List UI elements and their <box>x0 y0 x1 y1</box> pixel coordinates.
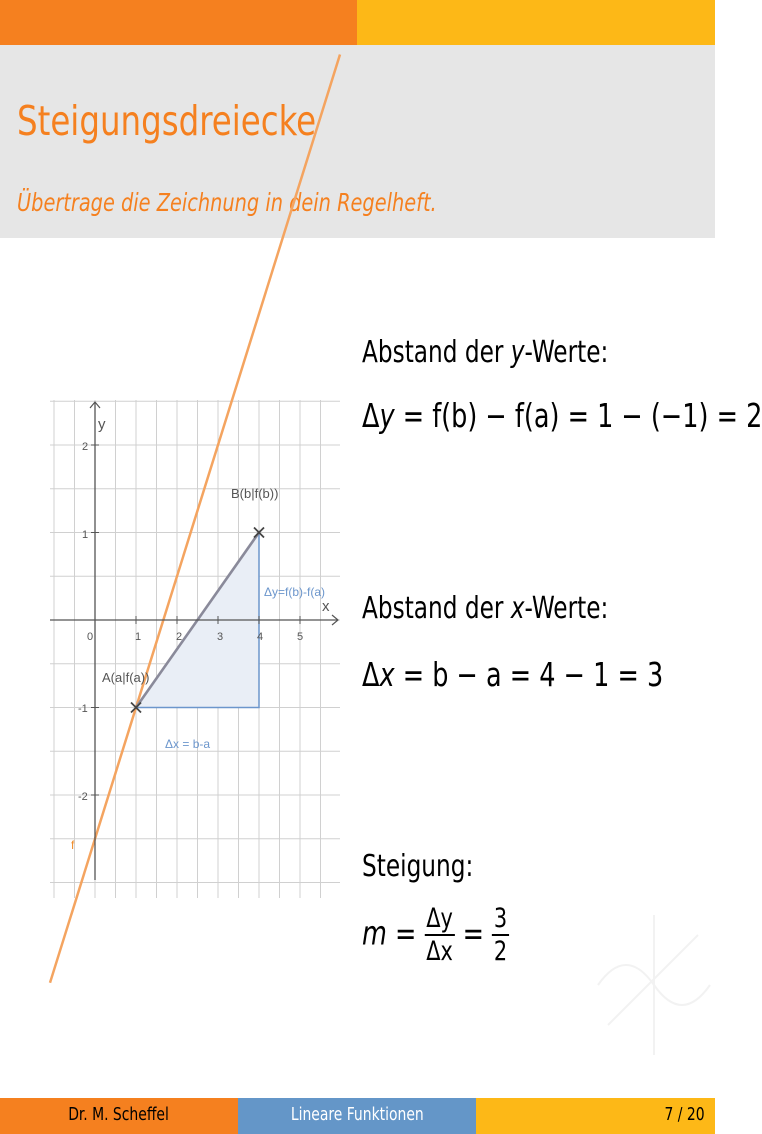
slide-footer <box>0 1098 715 1134</box>
slope-formula: m = $\frac{\Delta y}{\Delta x}$ = $\frac{3}{2}$ <box>362 903 508 967</box>
delta-x-label: Δx = b-a <box>165 737 211 751</box>
footer-page-number: 7 / 20 <box>476 1098 715 1134</box>
slide-title: Steigungsdreiecke <box>17 97 317 145</box>
top-color-bar <box>0 0 715 45</box>
fraction-value: $\frac{3}{2}$ <box>493 903 508 967</box>
y-distance-formula: Δy = f(b) − f(a) = 1 − (−1) = 2 <box>362 396 762 435</box>
y-distance-heading: Abstand der y-Werte: <box>362 335 609 370</box>
slide-header <box>0 45 715 238</box>
tick-label-x-2: 2 <box>176 631 183 643</box>
tick-label-x-5: 5 <box>297 631 304 643</box>
fraction-delta: $\frac{\Delta y}{\Delta x}$ <box>426 903 453 967</box>
point-a-label: A(a|f(a)) <box>102 670 150 685</box>
tick-label-x-4: 4 <box>257 631 264 643</box>
coordinate-graph <box>50 400 340 898</box>
footer-author: Dr. M. Scheffel <box>0 1098 238 1134</box>
footer-topic: Lineare Funktionen <box>238 1098 476 1134</box>
y-axis-label: y <box>98 416 106 433</box>
tick-label-x-0: 0 <box>87 631 94 643</box>
watermark-graphic <box>598 915 710 1055</box>
function-label: f <box>71 838 75 852</box>
delta-y-label: Δy=f(b)-f(a) <box>264 585 326 599</box>
tick-label-y-neg2: -2 <box>78 791 88 803</box>
slope-lhs: m = <box>362 913 425 953</box>
tick-label-y-neg1: -1 <box>78 703 88 715</box>
x-distance-formula: Δx = b − a = 4 − 1 = 3 <box>362 655 664 694</box>
tick-label-y-2: 2 <box>82 441 89 453</box>
slope-heading: Steigung: <box>362 849 474 884</box>
x-axis-label: x <box>322 598 330 615</box>
x-distance-heading: Abstand der x-Werte: <box>362 591 609 626</box>
top-bar-orange <box>0 0 357 45</box>
slide-subtitle: Übertrage die Zeichnung in dein Regelheft. <box>17 188 437 217</box>
tick-label-y-1: 1 <box>82 529 89 541</box>
point-b-label: B(b|f(b)) <box>231 486 279 501</box>
top-bar-yellow <box>357 0 715 45</box>
tick-label-x-3: 3 <box>217 631 224 643</box>
tick-label-x-1: 1 <box>135 631 142 643</box>
